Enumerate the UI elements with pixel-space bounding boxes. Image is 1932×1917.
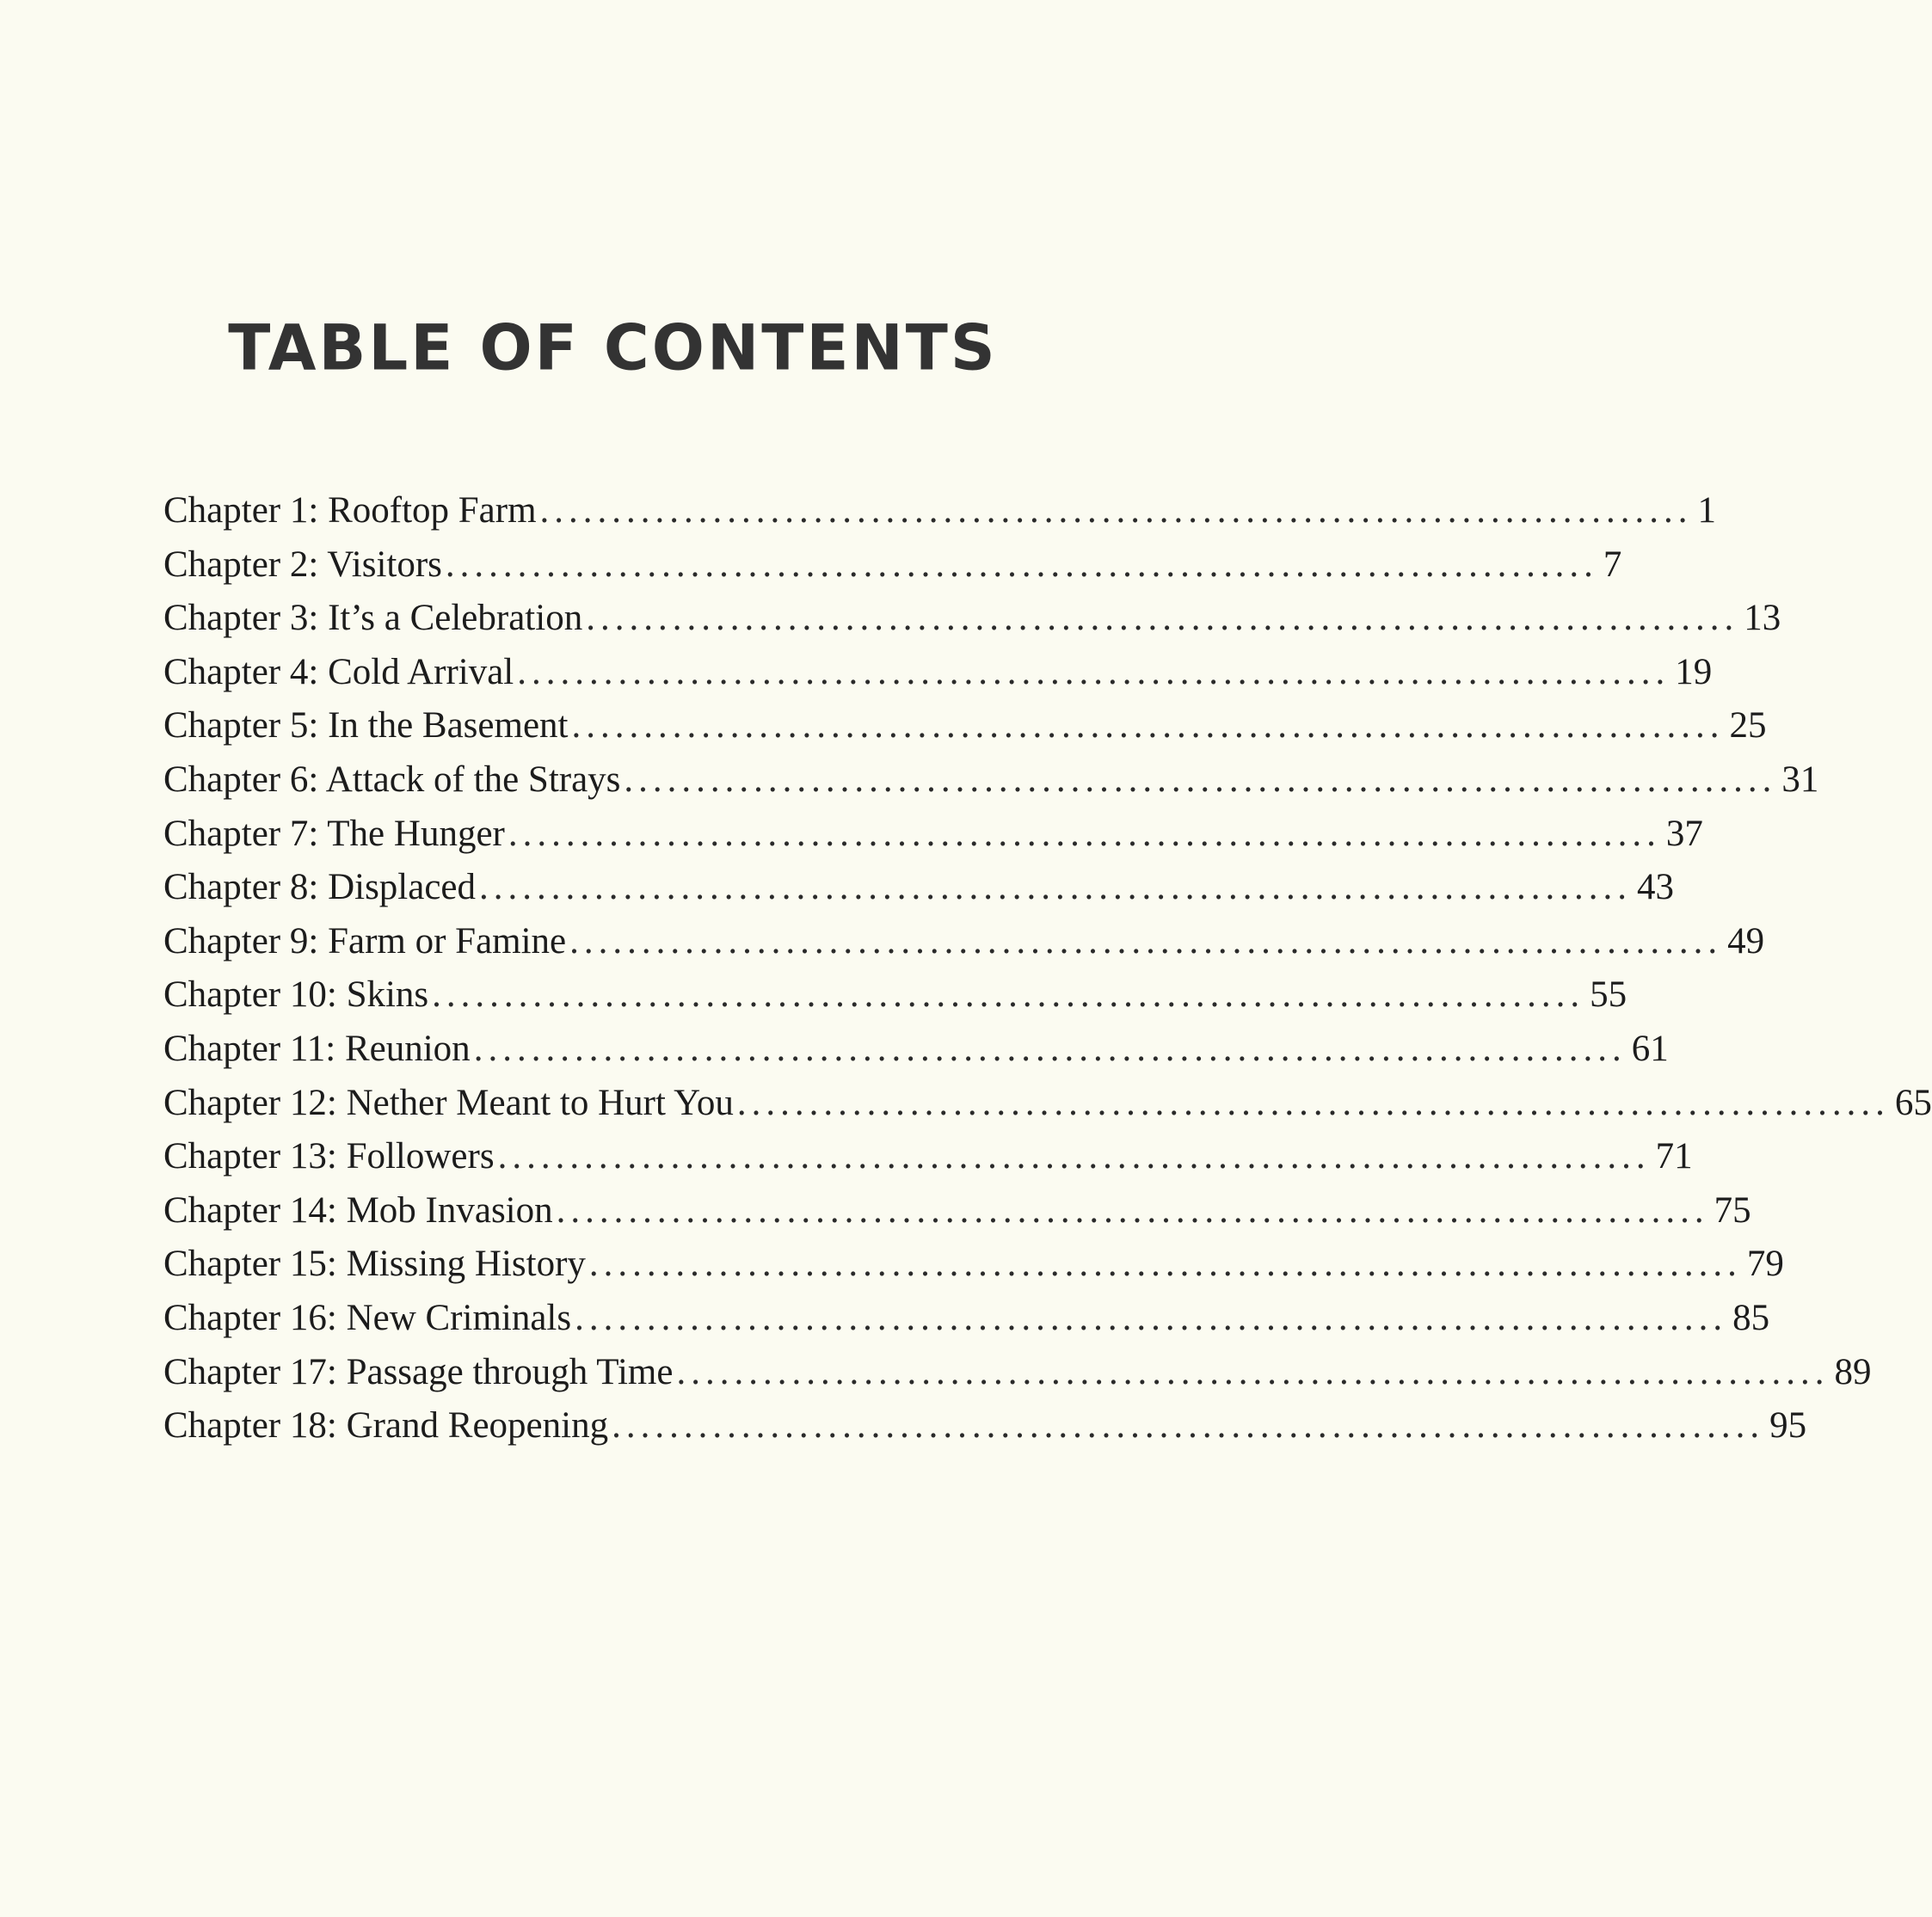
- toc-entry-label: Chapter 13: Followers: [163, 1136, 495, 1177]
- toc-entry-page: 75: [1714, 1189, 1751, 1231]
- dot-leader: ................................................................................: [473, 1028, 1627, 1069]
- toc-entry-label: Chapter 4: Cold Arrival: [163, 651, 514, 692]
- toc-entry-page: 85: [1732, 1297, 1770, 1338]
- dot-leader: ................................................................................: [736, 1082, 1890, 1123]
- toc-entry: [163, 1405, 1807, 1461]
- toc-entry-page: 89: [1834, 1351, 1872, 1392]
- toc-entry: [163, 867, 1675, 923]
- dot-leader: ................................................................................: [539, 490, 1693, 531]
- toc-entry-label: Chapter 11: Reunion: [163, 1028, 471, 1069]
- dot-leader: ................................................................................: [517, 651, 1671, 692]
- toc-entry: [163, 544, 1622, 600]
- toc-entry: [163, 1136, 1693, 1192]
- dot-leader: ................................................................................: [569, 920, 1723, 962]
- toc-entry-page: 7: [1603, 544, 1622, 585]
- toc-entry-label: Chapter 8: Displaced: [163, 867, 477, 908]
- toc-entry-page: 79: [1746, 1244, 1784, 1285]
- toc-entry-page: 71: [1655, 1136, 1693, 1177]
- toc-entry: [163, 1244, 1784, 1300]
- toc-entry-label: Chapter 17: Passage through Time: [163, 1351, 674, 1392]
- toc-entry-label: Chapter 16: New Criminals: [163, 1297, 572, 1338]
- toc-entry-label: Chapter 15: Missing History: [163, 1244, 586, 1285]
- toc-entry: [163, 1189, 1751, 1246]
- toc-entry: [163, 813, 1703, 869]
- page-title: TABLE OF CONTENTS: [228, 310, 998, 384]
- toc-entry-page: 95: [1769, 1405, 1807, 1447]
- dot-leader: ................................................................................: [556, 1189, 1709, 1231]
- toc-entry-label: Chapter 6: Attack of the Strays: [163, 759, 621, 800]
- toc-entry-label: Chapter 18: Grand Reopening: [163, 1405, 609, 1447]
- toc-entry-label: Chapter 12: Nether Meant to Hurt You: [163, 1082, 734, 1123]
- dot-leader: ................................................................................: [676, 1351, 1830, 1392]
- toc-entry: [163, 1028, 1669, 1084]
- dot-leader: ................................................................................: [497, 1136, 1651, 1177]
- toc-entry: [163, 598, 1781, 654]
- toc-entry-page: 37: [1665, 813, 1703, 854]
- toc-entry-page: 19: [1675, 651, 1713, 692]
- dot-leader: ................................................................................: [588, 1244, 1742, 1285]
- toc-entry-page: 43: [1637, 867, 1675, 908]
- toc-entry-label: Chapter 5: In the Basement: [163, 705, 569, 747]
- toc-entry: [163, 651, 1713, 708]
- toc-entry: [163, 1082, 1932, 1139]
- dot-leader: ................................................................................: [612, 1405, 1765, 1447]
- dot-leader: ................................................................................: [432, 974, 1585, 1016]
- dot-leader: ................................................................................: [479, 867, 1633, 908]
- toc-entry-label: Chapter 1: Rooftop Farm: [163, 490, 537, 531]
- dot-leader: ................................................................................: [586, 598, 1739, 639]
- toc-entry: [163, 1297, 1770, 1354]
- toc-entry: [163, 490, 1717, 546]
- toc-entry-label: Chapter 9: Farm or Famine: [163, 920, 567, 962]
- toc-entry-label: Chapter 14: Mob Invasion: [163, 1189, 553, 1231]
- toc-entry-label: Chapter 7: The Hunger: [163, 813, 505, 854]
- dot-leader: ................................................................................: [624, 759, 1777, 800]
- toc-entry: [163, 920, 1765, 977]
- toc-list: [163, 490, 1932, 1461]
- dot-leader: ................................................................................: [445, 544, 1598, 585]
- toc-entry-label: Chapter 10: Skins: [163, 974, 429, 1016]
- toc-entry: [163, 1351, 1872, 1408]
- toc-entry-label: Chapter 3: It’s a Celebration: [163, 598, 583, 639]
- toc-entry-page: 13: [1744, 598, 1781, 639]
- toc-entry: [163, 759, 1819, 815]
- toc-entry-label: Chapter 2: Visitors: [163, 544, 442, 585]
- toc-entry-page: 1: [1697, 490, 1717, 531]
- toc-entry: [163, 974, 1627, 1030]
- toc-entry-page: 49: [1727, 920, 1765, 962]
- toc-entry: [163, 705, 1767, 761]
- dot-leader: ................................................................................: [508, 813, 1661, 854]
- dot-leader: ................................................................................: [571, 705, 1725, 747]
- toc-entry-page: 25: [1729, 705, 1767, 747]
- toc-entry-page: 55: [1590, 974, 1627, 1016]
- dot-leader: ................................................................................: [575, 1297, 1728, 1338]
- toc-entry-page: 61: [1631, 1028, 1669, 1069]
- toc-entry-page: 31: [1781, 759, 1819, 800]
- toc-entry-page: 65: [1894, 1082, 1932, 1123]
